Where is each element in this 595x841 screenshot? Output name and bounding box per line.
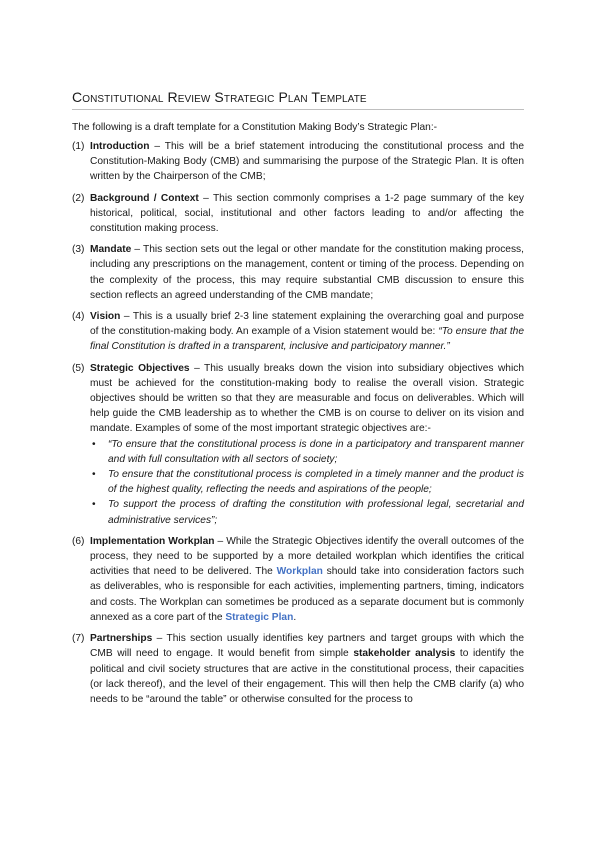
item-heading: Introduction — [90, 141, 150, 152]
item-text: – While the Strategic Objectives identify the overall outcomes of the process, they need to be supported by a more detailed workplan which identifies the critical activities that need to be delivered. The — [90, 535, 524, 578]
item-heading: Mandate — [90, 244, 132, 256]
list-item — [90, 497, 524, 527]
item-heading: Implementation Workplan — [90, 535, 215, 547]
list-item-vision — [72, 309, 524, 355]
bullet-text: “To ensure that the constitutional process is done in a participatory and transparent manner and with full consultation with all sectors of society; — [108, 438, 524, 465]
item-text: . — [293, 611, 297, 623]
list-item-background — [72, 191, 524, 237]
bullet-icon: • — [92, 499, 96, 511]
list-item — [90, 467, 524, 497]
item-number: (6) — [72, 535, 85, 547]
item-number: (1) — [72, 141, 85, 152]
list-item — [90, 437, 524, 467]
item-number: (4) — [72, 311, 85, 323]
item-heading: Background / Context — [90, 192, 199, 204]
list-item-strategic-objectives — [72, 361, 524, 528]
item-text: – This will be a brief statement introducing the constitutional process and the Constitution-Making Body (CMB) and summarising the purpose of the Strategic Plan. It is often written by the Chairperson of the CMB; — [90, 141, 524, 183]
bullet-icon: • — [92, 469, 96, 481]
item-text: should take into consideration factors such as deliverables, who is responsible for each activities, implementing partners, timing, indicators and costs. The Workplan can sometimes be produced as a separate document but is commonly annexed as a core part of the — [90, 566, 524, 623]
item-number: (7) — [72, 633, 85, 645]
item-text: – This is a usually brief 2-3 line statement explaining the overarching goal and purpose of the constitution-making body. An example of a Vision statement would be: — [90, 311, 524, 338]
item-number: (3) — [72, 244, 85, 256]
page-title: Constitutional Review Strategic Plan Template — [72, 88, 524, 110]
workplan-link[interactable]: Workplan — [276, 566, 323, 578]
item-number: (5) — [72, 362, 85, 374]
list-item-mandate — [72, 242, 524, 303]
item-number: (2) — [72, 192, 85, 204]
item-text: – This section sets out the legal or other mandate for the constitution making process, including any prescriptions on the management, content or timing of the process. Depending on the complexity of the process, this may require substantial CMB discussion to ensure this section reflects an agreed understanding of the CMB mandate; — [90, 244, 524, 301]
list-item-partnerships — [72, 631, 524, 707]
item-text: – This usually breaks down the vision into subsidiary objectives which must be achieved for the constitution-making body to realise the overall vision. Strategic objectives should be written so that they are measurable and focus on deliverables. Which will help guide the CMB leadership as to whether the CMB is on course to deliver on its vision and mandate. Examples of some of the most important strategic objectives are:- — [90, 362, 524, 435]
objectives-list — [90, 437, 524, 528]
bullet-text: To support the process of drafting the constitution with professional legal, secretarial and administrative services”; — [108, 499, 524, 526]
intro-text: The following is a draft template for a Constitution Making Body’s Strategic Plan:- — [72, 122, 438, 133]
strategic-plan-link[interactable]: Strategic Plan — [225, 611, 294, 623]
bullet-icon: • — [92, 438, 96, 450]
document-page — [72, 88, 524, 713]
bullet-text: To ensure that the constitutional process is completed in a timely manner and the product is of the highest quality, reflecting the needs and aspirations of the people; — [108, 469, 524, 496]
item-text: – This section commonly comprises a 1-2 page summary of the key historical, political, social, institutional and other factors leading to and/or affecting the constitution making process. — [90, 192, 524, 235]
vision-quote: “To ensure that the final Constitution is drafted in a transparent, inclusive and participatory manner.” — [90, 326, 524, 353]
list-item-implementation-workplan — [72, 534, 524, 625]
list-item-introduction — [72, 139, 524, 185]
item-heading: Partnerships — [90, 633, 153, 645]
stakeholder-analysis-text: stakeholder analysis — [353, 648, 456, 660]
item-text: to identify the political and civil society structures that are active in the constitutional process, their capacities (or lack thereof), and the level of their engagement. This will then help the CMB clarify (a) who needs to be “around the table” or otherwise consulted for the process to — [90, 648, 524, 705]
item-text: – This section usually identifies key partners and target groups with which the CMB will need to engage. It would benefit from simple — [90, 633, 524, 660]
item-heading: Vision — [90, 311, 121, 323]
item-heading: Strategic Objectives — [90, 362, 190, 374]
